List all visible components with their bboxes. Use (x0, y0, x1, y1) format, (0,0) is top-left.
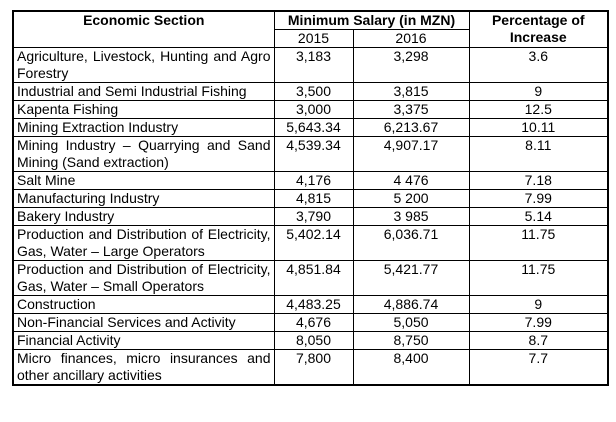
table-row (13, 261, 608, 296)
salary-2015-cell: 3,790 (274, 208, 353, 226)
percentage-increase-cell: 9 (469, 83, 608, 101)
header-minimum-salary-group: Minimum Salary (in MZN) (274, 11, 469, 30)
salary-2015-cell: 3,000 (274, 101, 353, 119)
salary-2016-cell: 8,750 (353, 332, 469, 350)
salary-2015-cell: 4,539.34 (274, 137, 353, 172)
salary-2015-cell: 5,643.34 (274, 119, 353, 137)
economic-section-cell: Manufacturing Industry (13, 190, 274, 208)
table-row (13, 332, 608, 350)
economic-section-cell: Kapenta Fishing (13, 101, 274, 119)
economic-section-cell: Production and Distribution of Electricity, Gas, Water – Small Operators (13, 261, 274, 296)
percentage-increase-cell: 9 (469, 296, 608, 314)
economic-section-cell: Bakery Industry (13, 208, 274, 226)
header-percentage-of-increase: Percentage of Increase (469, 11, 608, 48)
economic-section-cell: Construction (13, 296, 274, 314)
salary-2016-cell: 6,213.67 (353, 119, 469, 137)
economic-section-cell: Production and Distribution of Electricity, Gas, Water – Large Operators (13, 226, 274, 261)
table-body (13, 48, 608, 386)
header-year-2015: 2015 (274, 30, 353, 48)
table-row (13, 314, 608, 332)
economic-section-cell: Mining Extraction Industry (13, 119, 274, 137)
salary-2016-cell: 3,815 (353, 83, 469, 101)
percentage-increase-cell: 7.7 (469, 350, 608, 386)
table-row (13, 226, 608, 261)
salary-2016-cell: 4,907.17 (353, 137, 469, 172)
salary-2016-cell: 3 985 (353, 208, 469, 226)
table-row (13, 83, 608, 101)
salary-2016-cell: 5,421.77 (353, 261, 469, 296)
salary-2015-cell: 5,402.14 (274, 226, 353, 261)
salary-2015-cell: 4,815 (274, 190, 353, 208)
percentage-increase-cell: 12.5 (469, 101, 608, 119)
percentage-increase-cell: 8.7 (469, 332, 608, 350)
economic-section-cell: Financial Activity (13, 332, 274, 350)
table-row (13, 350, 608, 386)
salary-2016-cell: 5,050 (353, 314, 469, 332)
salary-2016-cell: 3,375 (353, 101, 469, 119)
percentage-increase-cell: 11.75 (469, 261, 608, 296)
percentage-increase-cell: 7.18 (469, 172, 608, 190)
header-economic-section: Economic Section (13, 11, 274, 48)
salary-2015-cell: 4,851.84 (274, 261, 353, 296)
table-row (13, 101, 608, 119)
table-container (12, 10, 609, 386)
minimum-salary-table (12, 10, 609, 386)
salary-2016-cell: 4 476 (353, 172, 469, 190)
table-row (13, 137, 608, 172)
percentage-increase-cell: 5.14 (469, 208, 608, 226)
table-row (13, 172, 608, 190)
economic-section-cell: Non-Financial Services and Activity (13, 314, 274, 332)
table-row (13, 48, 608, 83)
economic-section-cell: Micro finances, micro insurances and other ancillary activities (13, 350, 274, 386)
salary-2015-cell: 4,176 (274, 172, 353, 190)
salary-2016-cell: 5 200 (353, 190, 469, 208)
percentage-increase-cell: 8.11 (469, 137, 608, 172)
economic-section-cell: Industrial and Semi Industrial Fishing (13, 83, 274, 101)
salary-2015-cell: 7,800 (274, 350, 353, 386)
economic-section-cell: Mining Industry – Quarrying and Sand Mining (Sand extraction) (13, 137, 274, 172)
table-header (13, 11, 608, 48)
percentage-increase-cell: 10.11 (469, 119, 608, 137)
table-row (13, 208, 608, 226)
salary-2015-cell: 4,676 (274, 314, 353, 332)
table-row (13, 296, 608, 314)
header-year-2016: 2016 (353, 30, 469, 48)
table-row (13, 190, 608, 208)
percentage-increase-cell: 11.75 (469, 226, 608, 261)
economic-section-cell: Salt Mine (13, 172, 274, 190)
salary-2016-cell: 4,886.74 (353, 296, 469, 314)
salary-2015-cell: 4,483.25 (274, 296, 353, 314)
salary-2015-cell: 8,050 (274, 332, 353, 350)
salary-2016-cell: 6,036.71 (353, 226, 469, 261)
percentage-increase-cell: 3.6 (469, 48, 608, 83)
salary-2016-cell: 3,298 (353, 48, 469, 83)
salary-2015-cell: 3,183 (274, 48, 353, 83)
salary-2015-cell: 3,500 (274, 83, 353, 101)
economic-section-cell: Agriculture, Livestock, Hunting and Agro Forestry (13, 48, 274, 83)
header-row-1 (13, 11, 608, 30)
percentage-increase-cell: 7.99 (469, 190, 608, 208)
percentage-increase-cell: 7.99 (469, 314, 608, 332)
table-row (13, 119, 608, 137)
salary-2016-cell: 8,400 (353, 350, 469, 386)
